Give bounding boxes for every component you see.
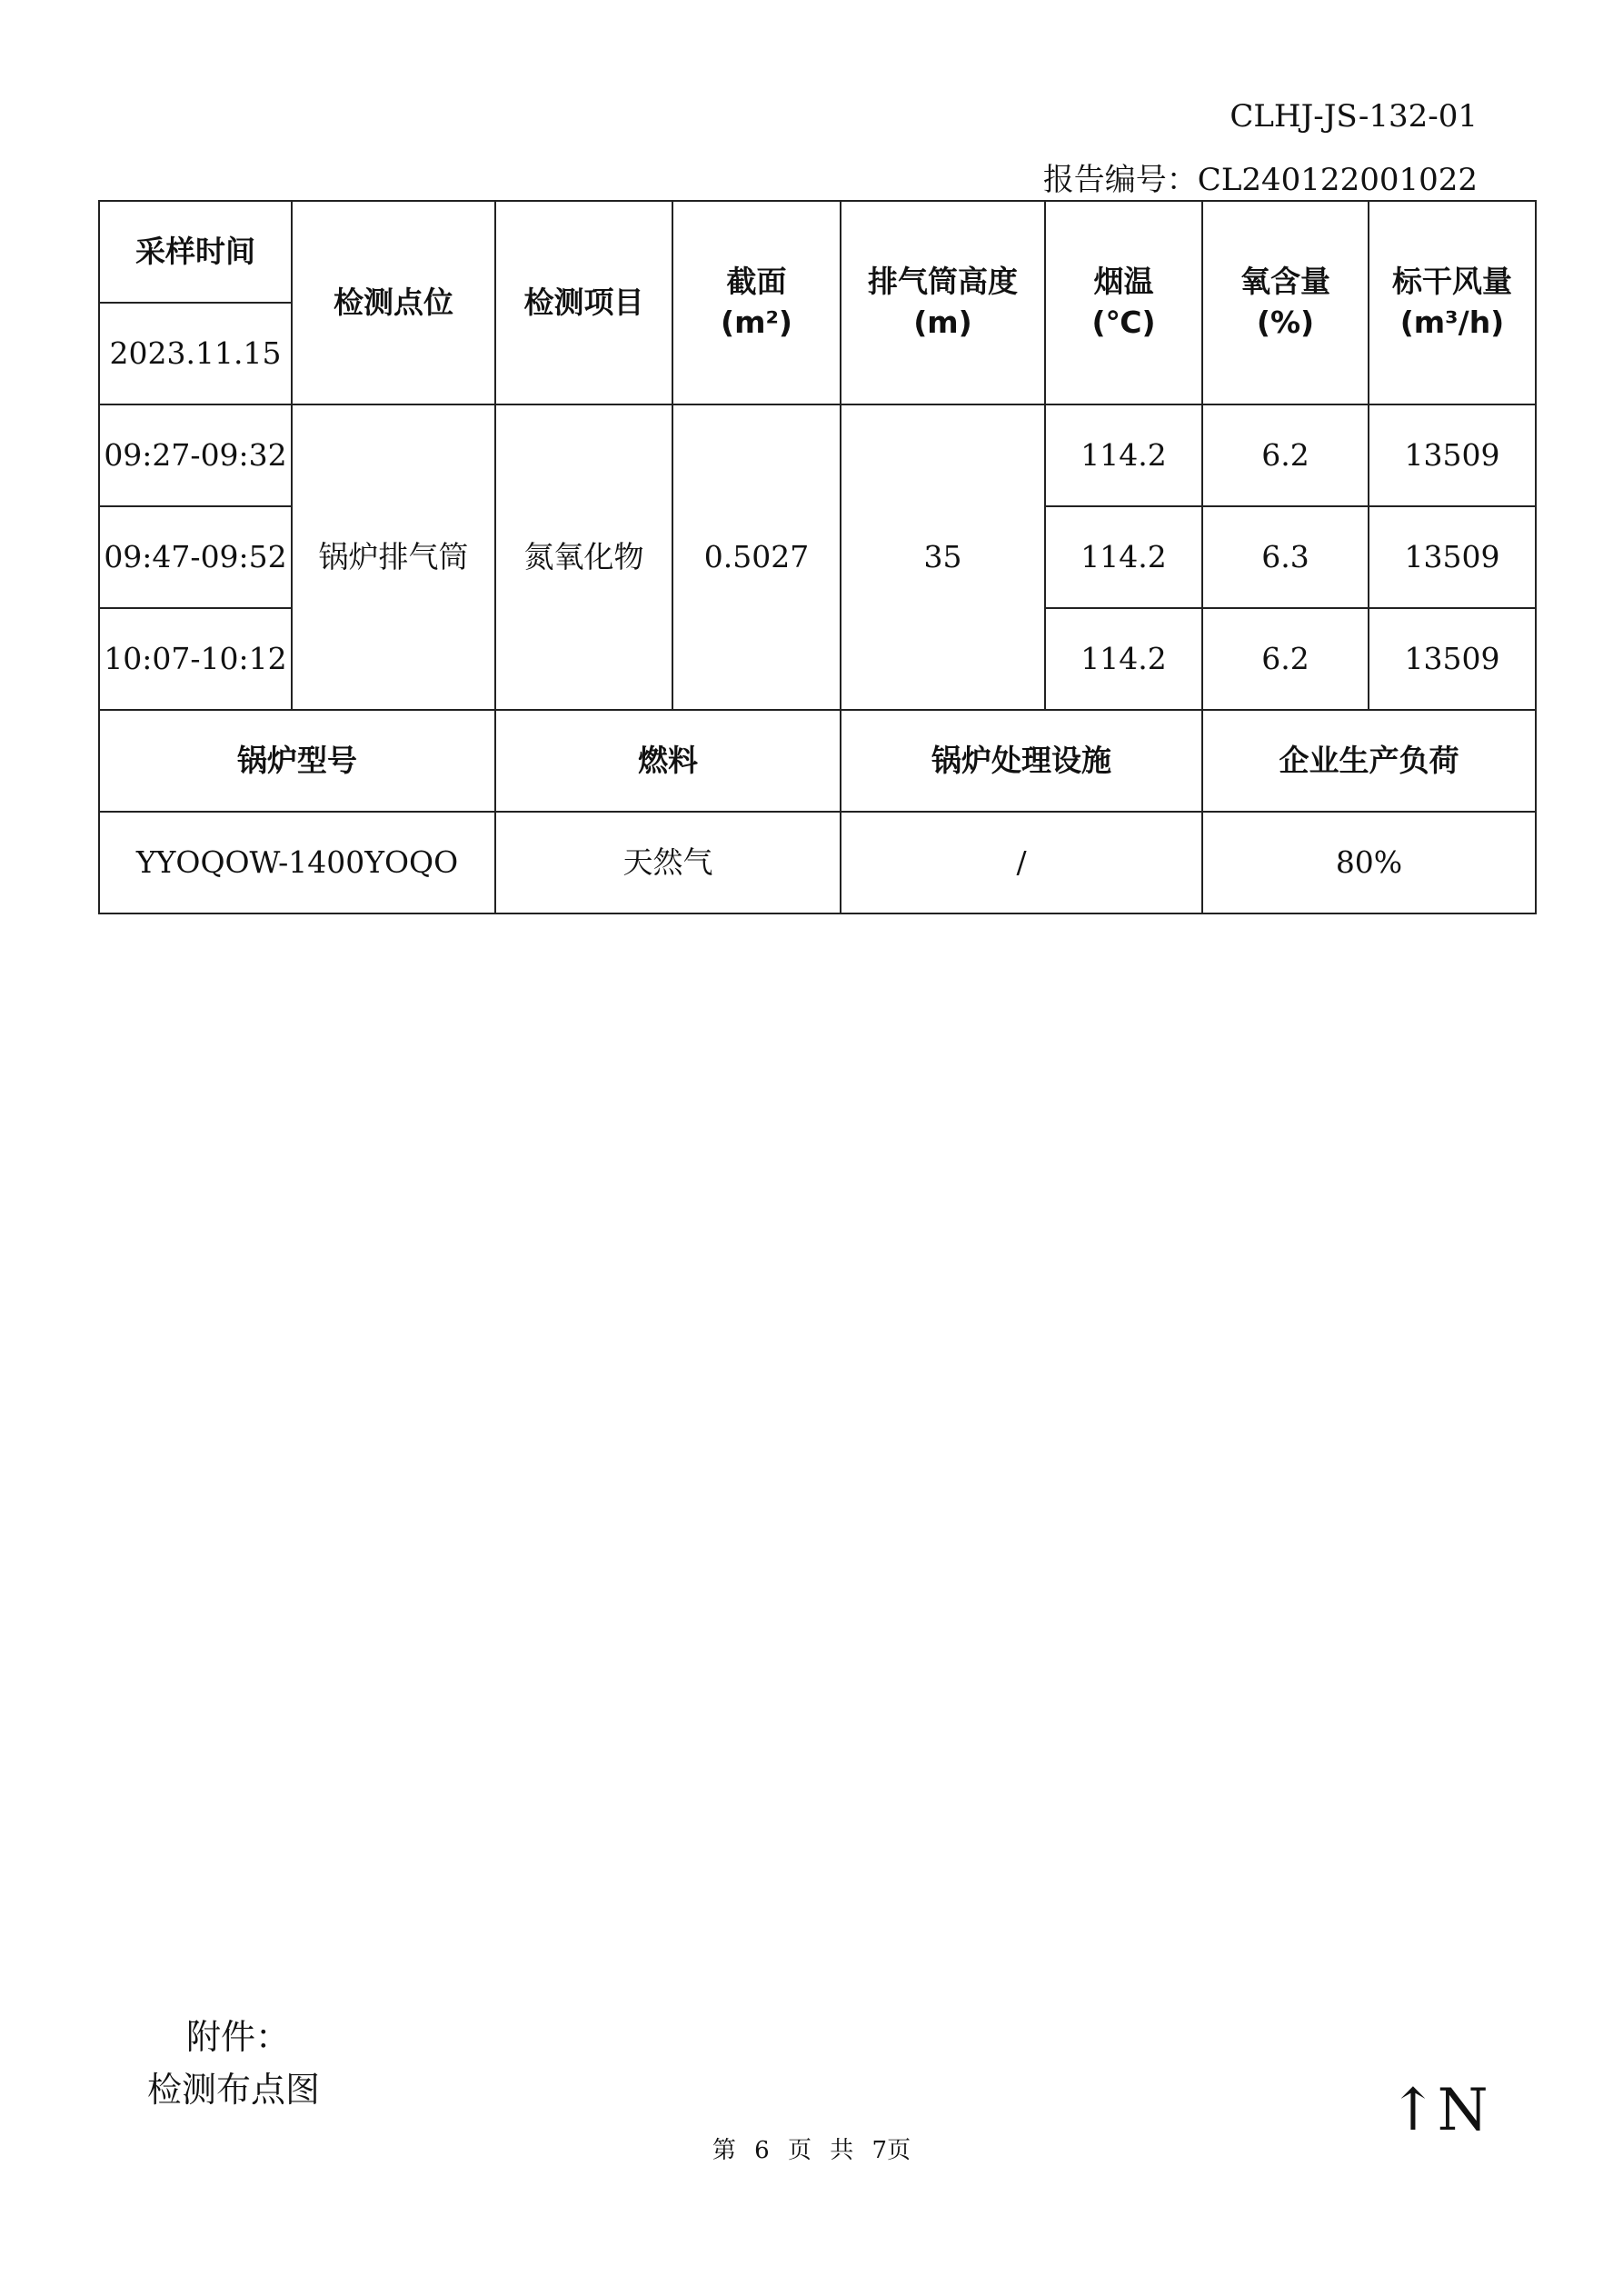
north-label: N (1437, 2077, 1489, 2144)
header-area-title: 截面 (726, 264, 787, 300)
load-value: 80% (1202, 812, 1536, 913)
header-temp-unit: (℃) (1091, 304, 1156, 340)
facility-label: 锅炉处理设施 (841, 710, 1202, 812)
header-temp-title: 烟温 (1093, 264, 1154, 300)
flow-cell: 13509 (1369, 404, 1536, 506)
temp-cell: 114.2 (1045, 404, 1202, 506)
height-cell: 35 (841, 404, 1045, 710)
time-cell: 10:07-10:12 (99, 608, 292, 710)
point-cell: 锅炉排气筒 (292, 404, 495, 710)
boiler-model-value: YYOQOW-1400YOQO (99, 812, 495, 913)
report-number: 报告编号：CL240122001022 (1042, 162, 1478, 198)
load-label: 企业生产负荷 (1202, 710, 1536, 812)
fuel-value: 天然气 (495, 812, 841, 913)
flow-cell: 13509 (1369, 608, 1536, 710)
header-height (841, 201, 1045, 404)
time-cell: 09:47-09:52 (99, 506, 292, 608)
header-height-title: 排气筒高度 (868, 264, 1018, 300)
header-item: 检测项目 (495, 201, 672, 404)
time-cell: 09:27-09:32 (99, 404, 292, 506)
header-height-unit: (m) (913, 304, 972, 340)
header-temp (1045, 201, 1202, 404)
header-point: 检测点位 (292, 201, 495, 404)
oxygen-cell: 6.2 (1202, 608, 1369, 710)
attachment-title: 检测布点图 (147, 2070, 321, 2110)
temp-cell: 114.2 (1045, 506, 1202, 608)
flow-cell: 13509 (1369, 506, 1536, 608)
attachment-label: 附件： (186, 2017, 291, 2057)
north-arrow-icon: ↑ (1389, 2077, 1438, 2144)
boiler-model-label: 锅炉型号 (99, 710, 495, 812)
temp-cell: 114.2 (1045, 608, 1202, 710)
fuel-label: 燃料 (495, 710, 841, 812)
header-flow-title: 标干风量 (1392, 264, 1512, 300)
page-footer: 第 6 页 共 7页 (712, 2137, 911, 2164)
header-area-unit: (m²) (720, 304, 792, 340)
header-flow (1369, 201, 1536, 404)
document-code: CLHJ-JS-132-01 (1230, 98, 1478, 135)
header-area (672, 201, 841, 404)
oxygen-cell: 6.2 (1202, 404, 1369, 506)
header-oxygen-unit: (%) (1256, 304, 1315, 340)
facility-value: / (841, 812, 1202, 913)
measurement-table (98, 200, 1537, 914)
item-cell: 氮氧化物 (495, 404, 672, 710)
header-date: 2023.11.15 (99, 303, 292, 404)
header-oxygen (1202, 201, 1369, 404)
area-cell: 0.5027 (672, 404, 841, 710)
table-row (99, 404, 1536, 506)
header-oxygen-title: 氧含量 (1240, 264, 1330, 300)
header-flow-unit: (m³/h) (1399, 304, 1505, 340)
header-sample-time: 采样时间 (99, 201, 292, 303)
oxygen-cell: 6.3 (1202, 506, 1369, 608)
